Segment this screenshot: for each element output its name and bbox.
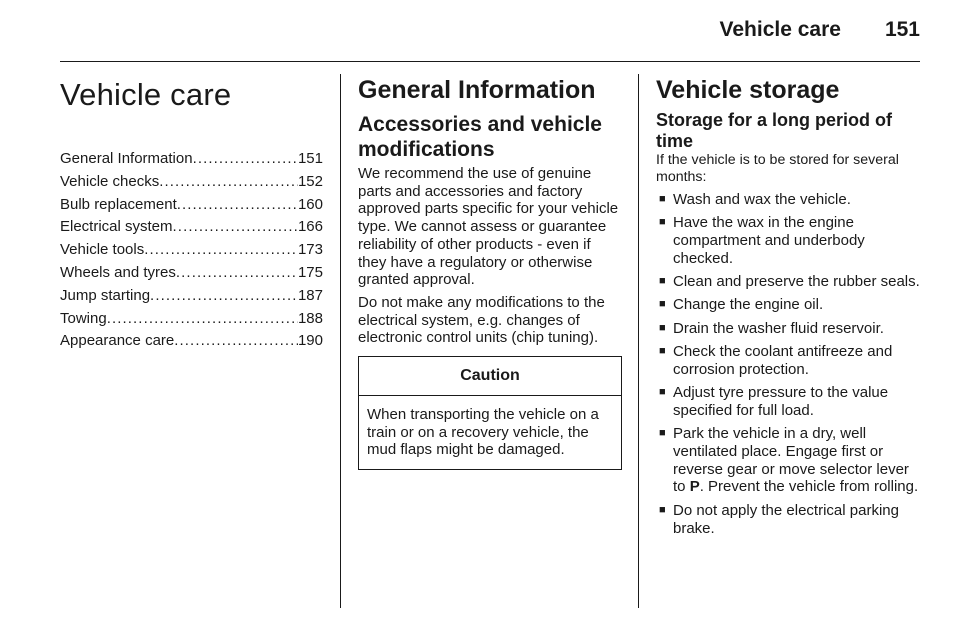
toc-entry-title: Vehicle checks [60, 172, 160, 190]
list-item [656, 320, 920, 338]
toc-entry[interactable] [60, 218, 323, 241]
toc-entry[interactable] [60, 310, 323, 333]
toc-entry-title: Wheels and tyres [60, 263, 176, 281]
toc-leader-dots [144, 241, 298, 258]
page-number: 151 [884, 18, 920, 41]
subsection-title: Accessories and vehicle modifications [358, 113, 602, 161]
chapter-column [60, 62, 323, 606]
list-item [656, 273, 920, 291]
bullet-square-icon: ■ [659, 385, 666, 398]
bullet-list [656, 191, 920, 538]
toc-entry-title: Bulb replacement [60, 195, 177, 213]
bullet-square-icon: ■ [659, 321, 666, 334]
list-item [656, 191, 920, 209]
bullet-square-icon: ■ [659, 192, 666, 205]
toc-entry-title: Appearance care [60, 332, 175, 350]
chapter-title: Vehicle care [60, 77, 232, 112]
caution-title: Caution [359, 357, 621, 396]
bullet-square-icon: ■ [659, 275, 666, 287]
column-divider [638, 74, 639, 608]
toc-entry[interactable] [60, 287, 323, 310]
intro-text: If the vehicle is to be stored for several months: [656, 152, 899, 186]
table-of-contents [60, 150, 323, 355]
toc-entry[interactable] [60, 150, 323, 173]
general-information-column [358, 62, 622, 606]
list-item [656, 214, 920, 267]
toc-leader-dots [150, 287, 298, 304]
column-divider [340, 74, 341, 608]
toc-entry[interactable] [60, 173, 323, 196]
caution-text: When transporting the vehicle on a train or on a recovery vehicle, the mud flaps might be damaged. [367, 406, 599, 459]
toc-entry-page: 152 [297, 172, 323, 190]
vehicle-storage-column [656, 62, 920, 606]
toc-leader-dots [177, 196, 298, 213]
toc-entry-page: 190 [297, 332, 323, 350]
toc-entry-page: 188 [297, 309, 323, 327]
toc-leader-dots [174, 332, 298, 349]
toc-entry-title: Towing [60, 309, 107, 327]
toc-leader-dots [107, 310, 298, 327]
paragraph: Do not make any modifications to the electrical system, e.g. changes of electronic control units (chip tuning). [358, 293, 605, 347]
list-item-text: . Prevent the vehicle from rolling. [699, 478, 919, 496]
list-item [656, 384, 920, 420]
list-item-text: Clean and preserve the rubber seals. [673, 273, 920, 290]
toc-entry-page: 187 [297, 286, 323, 304]
toc-entry[interactable] [60, 332, 323, 355]
section-title: Vehicle storage [656, 76, 840, 104]
list-item [656, 296, 920, 314]
toc-leader-dots [193, 150, 298, 167]
bullet-square-icon: ■ [659, 503, 666, 516]
toc-leader-dots [173, 218, 298, 235]
toc-entry-page: 160 [297, 195, 323, 213]
toc-entry-title: Electrical system [60, 218, 173, 236]
bullet-square-icon: ■ [659, 298, 666, 311]
toc-entry-title: Jump starting [60, 286, 151, 304]
toc-entry-page: 175 [297, 263, 323, 281]
toc-entry[interactable] [60, 264, 323, 287]
page-header [720, 18, 920, 42]
list-item-text: Adjust tyre pressure to the value specified for full load. [673, 383, 889, 419]
list-item-text: Park the vehicle in a dry, well ventilated place. Engage first or reverse gear or move selector lever to [673, 425, 909, 496]
list-item [656, 502, 920, 538]
bullet-square-icon: ■ [659, 216, 666, 229]
toc-leader-dots [176, 264, 298, 281]
bullet-square-icon: ■ [659, 427, 666, 440]
toc-entry-title: General Information [60, 150, 193, 167]
list-item-text: Drain the washer fluid reservoir. [673, 319, 884, 337]
bullet-square-icon: ■ [659, 344, 666, 357]
list-item-text: Check the coolant antifreeze and corrosion protection. [673, 342, 893, 378]
toc-entry[interactable] [60, 196, 323, 219]
list-item-text: Do not apply the electrical parking brake. [673, 501, 899, 537]
subsection-title: Storage for a long period of time [656, 110, 893, 151]
toc-entry-title: Vehicle tools [60, 241, 145, 259]
paragraph: We recommend the use of genuine parts and accessories and factory approved parts specific for your vehicle type. We cannot assess or guarantee reliability of other products - even if they have a regulatory or otherwise granted approval. [358, 165, 619, 289]
toc-entry-page: 166 [297, 218, 323, 236]
selector-position-label: P [689, 478, 700, 496]
caution-box [358, 356, 622, 470]
toc-entry[interactable] [60, 241, 323, 264]
list-item [656, 343, 920, 379]
toc-entry-page: 173 [297, 241, 323, 259]
toc-entry-page: 151 [297, 150, 323, 167]
list-item-text: Change the engine oil. [673, 296, 824, 314]
list-item [656, 425, 920, 496]
header-title: Vehicle care [719, 18, 841, 41]
section-title: General Information [358, 76, 596, 104]
toc-leader-dots [159, 173, 298, 190]
list-item-text: Wash and wax the vehicle. [673, 190, 851, 208]
list-item-text: Have the wax in the engine compartment and underbody checked. [673, 214, 865, 267]
